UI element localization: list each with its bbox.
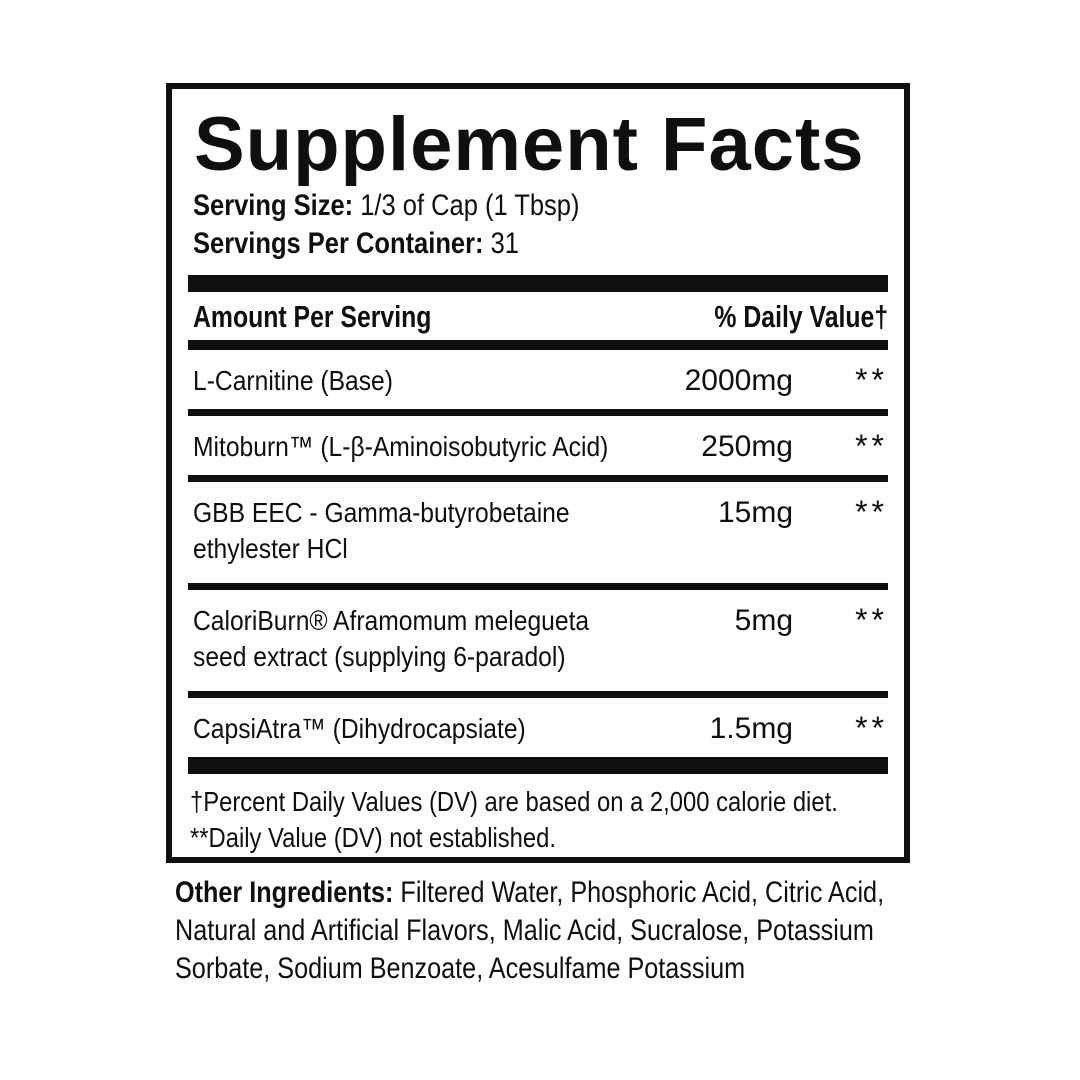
ingredient-name: Mitoburn™ (L-β-Aminoisobutyric Acid) <box>193 431 609 463</box>
ingredient-amount: 2000mg <box>684 364 793 398</box>
ingredient-amount: 5mg <box>734 604 793 638</box>
ingredient-amount: 15mg <box>717 496 793 530</box>
divider-medium <box>188 340 888 350</box>
ingredient-daily-value: ** <box>855 494 888 531</box>
footnotes <box>190 784 888 856</box>
ingredient-amount: 1.5mg <box>709 712 793 746</box>
ingredient-daily-value: ** <box>855 710 888 747</box>
ingredient-row <box>188 698 888 757</box>
footnote-not-established: **Daily Value (DV) not established. <box>190 822 557 854</box>
ingredient-row <box>188 482 888 583</box>
serving-size-label: Serving Size: <box>193 189 354 223</box>
ingredient-amount: 250mg <box>701 430 793 464</box>
ingredient-name: CaloriBurn® Aframomum melegueta seed extract (supplying 6-paradol) <box>193 605 590 673</box>
row-divider <box>188 691 888 698</box>
row-divider <box>188 475 888 482</box>
other-ingredients-line-3: Sorbate, Sodium Benzoate, Acesulfame Potassium <box>175 952 746 985</box>
divider-thick-bottom <box>188 757 888 774</box>
ingredient-row <box>188 590 888 691</box>
servings-per-container-value: 31 <box>483 227 519 261</box>
footnote-daily-values: †Percent Daily Values (DV) are based on a 2,000 calorie diet. <box>190 786 838 818</box>
other-ingredients-label: Other Ingredients: <box>175 876 394 909</box>
amount-per-serving-header: Amount Per Serving <box>193 299 432 335</box>
ingredient-daily-value: ** <box>855 602 888 639</box>
supplement-facts-panel <box>166 83 910 863</box>
serving-size-value: 1/3 of Cap (1 Tbsp) <box>353 189 580 223</box>
ingredient-daily-value: ** <box>855 362 888 399</box>
other-ingredients-line-1: Filtered Water, Phosphoric Acid, Citric Acid, <box>393 876 885 909</box>
ingredient-row <box>188 350 888 409</box>
daily-value-header: % Daily Value† <box>714 299 888 335</box>
other-ingredients-line-2: Natural and Artificial Flavors, Malic Acid, Sucralose, Potassium <box>175 914 874 947</box>
row-divider <box>188 583 888 590</box>
ingredient-row <box>188 416 888 475</box>
row-divider <box>188 409 888 416</box>
ingredient-name: GBB EEC - Gamma-butyrobetaine ethylester HCl <box>193 497 570 565</box>
ingredient-daily-value: ** <box>855 428 888 465</box>
column-header-row <box>188 292 888 340</box>
divider-thick-top <box>188 275 888 292</box>
panel-title: Supplement Facts <box>194 102 865 187</box>
servings-per-container-label: Servings Per Container: <box>193 227 484 261</box>
serving-size-line <box>193 187 888 225</box>
servings-per-container-line <box>193 225 888 263</box>
ingredient-name: L-Carnitine (Base) <box>193 365 393 397</box>
other-ingredients <box>175 874 915 988</box>
ingredient-name: CapsiAtra™ (Dihydrocapsiate) <box>193 713 526 745</box>
